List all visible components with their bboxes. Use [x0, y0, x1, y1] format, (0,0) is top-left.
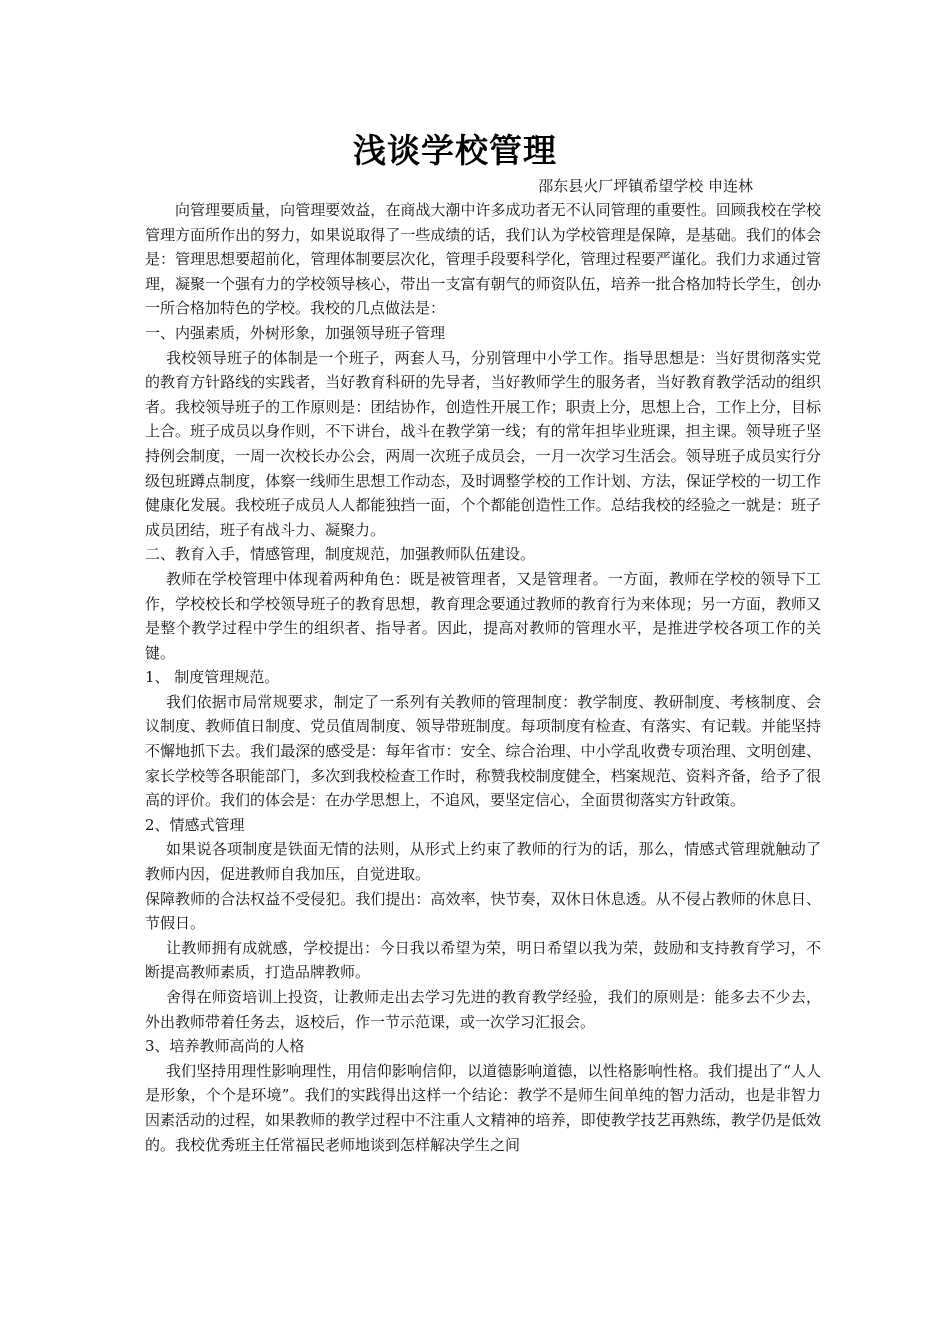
document-title: 浅谈学校管理: [353, 131, 557, 170]
paragraph: 我们依据市局常规要求，制定了一系列有关教师的管理制度：教学制度、教研制度、考核制度、会议制度、教师值日制度、党员值周制度、领导带班制度。每项制度有检查、有落实、有记载。并能坚持不懈地抓下去。我们最深的感受是：每年省市：安全、综合治理、中小学乱收费专项治理、文明创建、家长学校等各职能部门，多次到我校检查工作时，称赞我校制度健全，档案规范、资料齐备，给予了很高的评价。我们的体会是：在办学思想上，不追风，要坚定信心，全面贯彻落实方针政策。: [145, 692, 821, 810]
paragraph: 我们坚持用理性影响理性，用信仰影响信仰，以道德影响道德，以性格影响性格。我们提出了“人人是形象，个个是环境”。我们的实践得出这样一个结论：教学不是师生间单纯的智力活动，也是非智力因素活动的过程，如果教师的教学过程中不注重人文精神的培养，即使教学技艺再熟练，教学仍是低效的。我校优秀班主任常福民老师地谈到怎样解决学生之间: [145, 1061, 821, 1154]
section-heading: 3、培养教师高尚的人格: [145, 1037, 305, 1056]
paragraph: 如果说各项制度是铁面无情的法则，从形式上约束了教师的行为的话，那么，情感式管理就触动了教师内因，促进教师自我加压，自觉进取。: [145, 840, 821, 884]
paragraph: 保障教师的合法权益不受侵犯。我们提出：高效率，快节奏，双休日休息透。从不侵占教师的休息日、节假日。: [145, 889, 821, 933]
paragraph: 我校领导班子的体制是一个班子，两套人马，分别管理中小学工作。指导思想是：当好贯彻落实党的教育方针路线的实践者，当好教育科研的先导者，当好教师学生的服务者，当好教育教学活动的组织者。我校领导班子的工作原则是：团结协作，创造性开展工作；职责上分，思想上合，工作上分，目标上合。班子成员以身作则，不下讲台，战斗在教学第一线；有的常年担毕业班课，担主课。领导班子坚持例会制度，一周一次校长办公会，两周一次班子成员会，一月一次学习生活会。领导班子成员实行分级包班蹲点制度，体察一线师生思想工作动态，及时调整学校的工作计划、方法，保证学校的一切工作健康化发展。我校班子成员人人都能独挡一面，个个都能创造性工作。总结我校的经验之一就是：班子成员团结，班子有战斗力、凝聚力。: [145, 348, 821, 539]
section-heading: 一、内强素质，外树形象，加强领导班子管理: [145, 323, 446, 342]
paragraph: 让教师拥有成就感，学校提出：今日我以希望为荣，明日希望以我为荣，鼓励和支持教育学习，不断提高教师素质，打造品牌教师。: [145, 938, 821, 982]
section-heading: 二、教育入手，情感管理，制度规范，加强教师队伍建设。: [145, 545, 536, 564]
paragraph: 教师在学校管理中体现着两种角色：既是被管理者，又是管理者。一方面，教师在学校的领导下工作，学校校长和学校领导班子的教育思想，教育理念要通过教师的教育行为来体现；另一方面，教师又是整个教学过程中学生的组织者、指导者。因此，提高对教师的管理水平，是推进学校各项工作的关键。: [145, 569, 821, 662]
paragraph: 舍得在师资培训上投资，让教师走出去学习先进的教育教学经验，我们的原则是：能多去不少去，外出教师带着任务去，返校后，作一节示范课，或一次学习汇报会。: [145, 988, 821, 1031]
paragraph: 向管理要质量，向管理要效益，在商战大潮中许多成功者无不认同管理的重要性。回顾我校在学校管理方面所作出的努力，如果说取得了一些成绩的话，我们认为学校管理是保障，是基础。我们的体会是：管理思想要超前化，管理体制要层次化，管理手段要科学化，管理过程要严谨化。我们力求通过管理，凝聚一个强有力的学校领导核心，带出一支富有朝气的师资队伍，培养一批合格加特长学生，创办一所合格加特色的学校。我校的几点做法是：: [145, 201, 821, 318]
document-body: [145, 128, 821, 1157]
section-heading: 1、 制度管理规范。: [145, 668, 280, 687]
author-line: 邵东县火厂坪镇希望学校 申连林: [538, 177, 753, 195]
section-heading: 2、情感式管理: [145, 815, 245, 834]
article-text: [145, 198, 821, 1157]
